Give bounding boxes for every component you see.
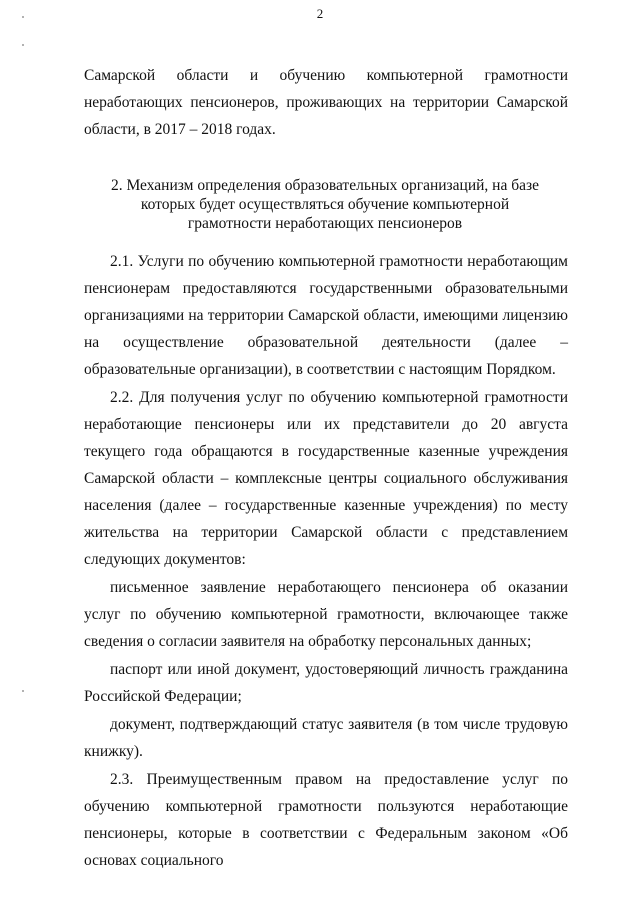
margin-mark	[22, 44, 24, 46]
paragraph-2-1: 2.1. Услуги по обучению компьютерной грамотности неработающим пенсионерам предоставляются государственными образовательными организациями на территории Самарской области, имеющими лицензию на осуществление образовательной деятельности (далее – образовательные организации), в соответствии с настоящим Порядком.	[84, 253, 568, 378]
paragraph-doc-passport: паспорт или иной документ, удостоверяющий личность гражданина Российской Федерации;	[84, 661, 568, 705]
intro-paragraph: Самарской области и обучению компьютерной грамотности неработающих пенсионеров, проживающих на территории Самарской области, в 2017 – 2018 годах.	[84, 67, 568, 138]
paragraph-doc-application: письменное заявление неработающего пенсионера об оказании услуг по обучению компьютерной грамотности, включающее также сведения о согласии заявителя на обработку персональных данных;	[84, 579, 568, 650]
paragraph-doc-status: документ, подтверждающий статус заявителя (в том числе трудовую книжку).	[84, 716, 568, 760]
intro-block	[84, 62, 568, 143]
section-heading: 2. Механизм определения образовательных организаций, на базе которых будет осуществляться обучение компьютерной грамотности неработающих пенсионеров	[110, 177, 539, 232]
body-block	[84, 248, 568, 874]
paragraph-2-2: 2.2. Для получения услуг по обучению компьютерной грамотности неработающие пенсионеры или их представители до 20 августа текущего года обращаются в государственные казенные учреждения Самарской области – комплексные центры социального обслуживания населения (далее – государственные казенные учреждения) по месту жительства на территории Самарской области с представлением следующих документов:	[84, 389, 568, 568]
margin-mark	[22, 690, 24, 692]
paragraph-2-3: 2.3. Преимущественным правом на предоставление услуг по обучению компьютерной грамотности пользуются неработающие пенсионеры, которые в соответствии с Федеральным законом «Об основах социального	[84, 771, 568, 869]
page-number: 2	[316, 6, 324, 21]
margin-mark	[22, 16, 24, 18]
